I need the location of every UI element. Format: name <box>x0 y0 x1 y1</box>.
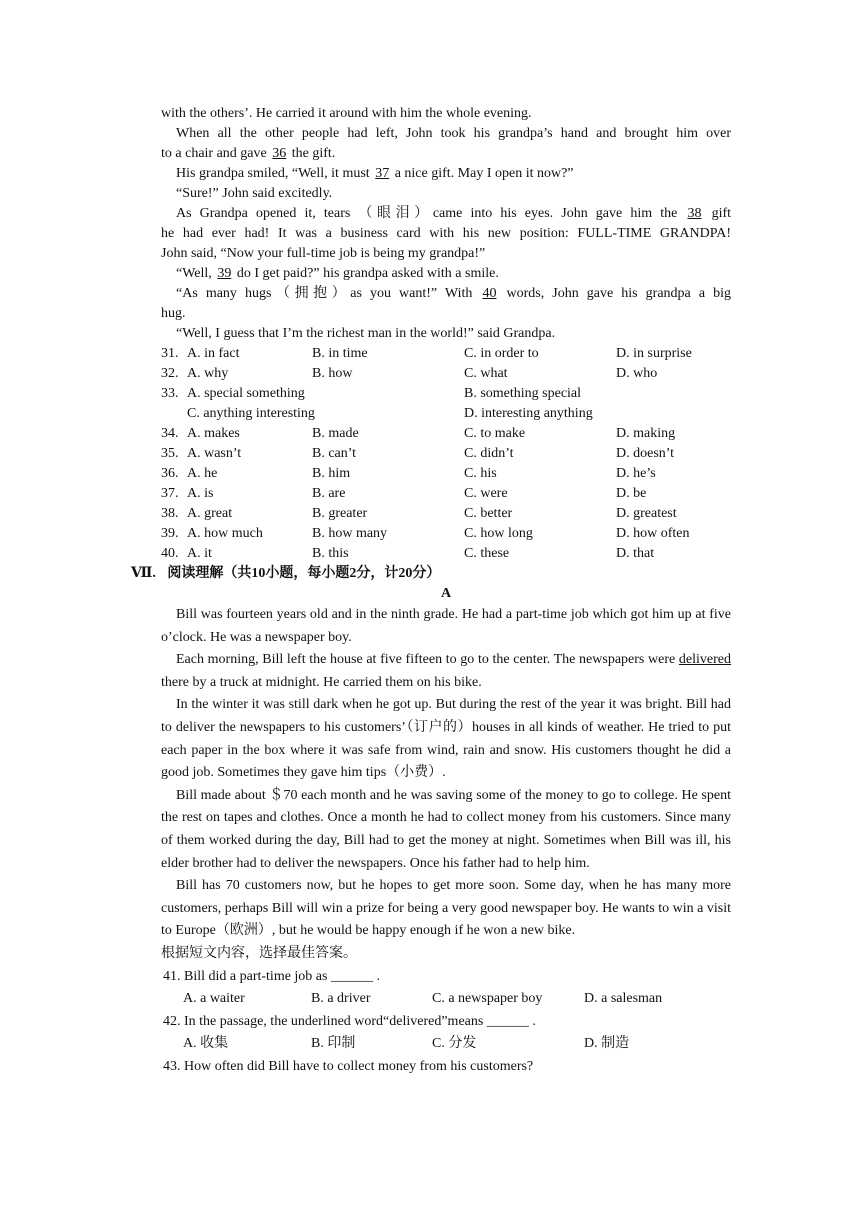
cloze-line <box>161 304 731 324</box>
cloze-text: the gift. <box>291 146 336 161</box>
paragraph <box>161 649 731 694</box>
blank-39: 39 <box>217 266 232 281</box>
option-a: A. he <box>187 466 218 481</box>
option-b: B. something special <box>464 386 582 401</box>
cloze-line <box>161 224 731 244</box>
option-row-39 <box>161 524 731 544</box>
option-number: 32. <box>161 366 179 381</box>
cloze-text: with the others’. He carried it around with him the whole evening. <box>161 106 532 121</box>
option-d: D. greatest <box>616 506 677 521</box>
question-42-stem: 42. In the passage, the underlined word“delivered”means ______ . <box>163 1013 536 1029</box>
cloze-text: words, John gave his grandpa a big <box>506 286 731 301</box>
blank-37: 37 <box>375 166 390 181</box>
cloze-text: His grandpa smiled, “Well, it must <box>176 166 370 181</box>
option-row-34 <box>161 424 731 444</box>
question-43-stem: 43. How often did Bill have to collect money from his customers? <box>163 1058 534 1074</box>
section-number: Ⅶ. <box>131 566 156 581</box>
cloze-text: John said, “Now your full-time job is being my grandpa!” <box>161 246 486 261</box>
option-number: 36. <box>161 466 179 481</box>
reading-passage <box>161 604 731 943</box>
cloze-line <box>161 324 731 344</box>
paragraph: In the winter it was still dark when he got up. But during the rest of the year it was bright. Bill had to deliver the newspapers to his customers’（订户的）houses in all kinds of weather. He tried to put each paper in the box where it was safe from wind, rain and snow. His customers thought he did a good job. Sometimes they gave him tips（小费）. <box>161 697 731 781</box>
option-number: 38. <box>161 506 179 521</box>
blank-38: 38 <box>687 206 702 221</box>
option-b: B. in time <box>312 346 368 361</box>
blank-40: 40 <box>482 286 497 301</box>
option-row-31 <box>161 344 731 364</box>
option-number: 31. <box>161 346 179 361</box>
question-42-options <box>161 1033 731 1056</box>
option-c: C. his <box>464 466 497 481</box>
question-41-stem: 41. Bill did a part-time job as ______ . <box>163 968 380 984</box>
option-row-33b <box>161 404 731 424</box>
option-b: B. can’t <box>312 446 357 461</box>
instructions: 根据短文内容，选择最佳答案。 <box>161 945 357 961</box>
option-b: B. him <box>312 466 351 481</box>
cloze-line <box>161 104 731 124</box>
option-a: A. 收集 <box>183 1036 229 1052</box>
option-a: A. wasn’t <box>187 446 242 461</box>
option-d: D. be <box>616 486 647 501</box>
cloze-line <box>161 164 731 184</box>
option-b: B. a driver <box>311 991 371 1007</box>
underlined-word: delivered <box>678 652 732 668</box>
paragraph: Bill has 70 customers now, but he hopes to get more soon. Some day, when he has many more customers, perhaps Bill will win a prize for being a very good newspaper boy. He wants to win a visit to Europe（欧洲）, but he would be happy enough if he won a new bike. <box>161 878 731 939</box>
option-a: A. in fact <box>187 346 240 361</box>
question-41-options <box>161 988 731 1011</box>
option-d: D. that <box>616 546 655 561</box>
option-row-40 <box>161 544 731 564</box>
option-c: C. better <box>464 506 513 521</box>
option-d: D. a salesman <box>584 991 663 1007</box>
cloze-text: “Well, <box>176 266 212 281</box>
option-d: D. in surprise <box>616 346 692 361</box>
option-c: C. to make <box>464 426 526 441</box>
paragraph: Bill made about ＄70 each month and he was saving some of the money to go to college. He spent the rest on tapes and clothes. Once a month he had to collect money from his customers. Since many of them worked during the day, Bill had to get the money at night. Sometimes when Bill was ill, his elder brother had to deliver the newspapers. Once his father had to help him. <box>161 787 731 871</box>
cloze-line <box>161 284 731 304</box>
option-b: B. are <box>312 486 346 501</box>
cloze-line <box>161 144 731 164</box>
option-row-33a <box>161 384 731 404</box>
cloze-line <box>161 264 731 284</box>
cloze-text: “As many hugs（拥抱）as you want!” With <box>176 286 473 301</box>
option-c: C. in order to <box>464 346 539 361</box>
cloze-text: As Grandpa opened it, tears （眼泪）came into his eyes. John gave him the <box>176 206 678 221</box>
option-number: 34. <box>161 426 179 441</box>
paragraph: Bill was fourteen years old and in the ninth grade. He had a part-time job which got him up at five o’clock. He was a newspaper boy. <box>161 607 731 645</box>
option-number: 35. <box>161 446 179 461</box>
option-a: A. how much <box>187 526 263 541</box>
option-a: A. special something <box>187 386 305 401</box>
option-c: C. what <box>464 366 508 381</box>
option-row-38 <box>161 504 731 524</box>
cloze-text: gift <box>711 206 732 221</box>
option-a: A. why <box>187 366 229 381</box>
option-d: D. interesting anything <box>464 406 593 421</box>
cloze-text: hug. <box>161 306 186 321</box>
option-c: C. these <box>464 546 510 561</box>
option-number: 40. <box>161 546 179 561</box>
option-b: B. made <box>312 426 359 441</box>
option-row-35 <box>161 444 731 464</box>
passage-label: A <box>440 586 452 601</box>
option-c: C. didn’t <box>464 446 514 461</box>
option-c: C. 分发 <box>432 1036 477 1052</box>
option-b: B. how <box>312 366 353 381</box>
option-number: 37. <box>161 486 179 501</box>
option-d: D. doesn’t <box>616 446 675 461</box>
cloze-text: to a chair and gave <box>161 146 267 161</box>
option-c: C. a newspaper boy <box>432 991 543 1007</box>
exam-page <box>131 104 732 1078</box>
option-c: C. anything interesting <box>187 406 315 421</box>
option-d: D. who <box>616 366 658 381</box>
option-row-36 <box>161 464 731 484</box>
option-a: A. a waiter <box>183 991 245 1007</box>
cloze-line <box>161 204 731 224</box>
option-d: D. making <box>616 426 676 441</box>
option-d: D. 制造 <box>584 1036 630 1052</box>
blank-36: 36 <box>272 146 287 161</box>
cloze-line <box>161 184 731 204</box>
option-a: A. is <box>187 486 214 501</box>
option-a: A. great <box>187 506 233 521</box>
option-number: 33. <box>161 386 179 401</box>
option-c: C. how long <box>464 526 533 541</box>
option-c: C. were <box>464 486 508 501</box>
option-b: B. this <box>312 546 349 561</box>
cloze-line <box>161 244 731 264</box>
option-a: A. makes <box>187 426 240 441</box>
section-heading <box>131 564 701 584</box>
cloze-line <box>161 124 731 144</box>
option-row-32 <box>161 364 731 384</box>
section-title: 阅读理解（共10小题，每小题2分，计20分） <box>167 566 441 581</box>
cloze-text: “Well, I guess that I’m the richest man in the world!” said Grandpa. <box>176 326 556 341</box>
cloze-text: a nice gift. May I open it now?” <box>394 166 574 181</box>
option-a: A. it <box>187 546 212 561</box>
option-number: 39. <box>161 526 179 541</box>
option-b: B. how many <box>312 526 388 541</box>
cloze-text: When all the other people had left, John took his grandpa’s hand and brought him over <box>176 126 731 141</box>
cloze-text: “Sure!” John said excitedly. <box>176 186 333 201</box>
paragraph-text: there by a truck at midnight. He carried them on his bike. <box>161 674 482 690</box>
option-b: B. 印制 <box>311 1036 356 1052</box>
option-row-37 <box>161 484 731 504</box>
paragraph-text: Each morning, Bill left the house at five fifteen to go to the center. The newspapers were <box>176 652 676 668</box>
cloze-text: do I get paid?” his grandpa asked with a smile. <box>236 266 499 281</box>
option-d: D. how often <box>616 526 690 541</box>
option-d: D. he’s <box>616 466 656 481</box>
cloze-text: he had ever had! It was a business card with his new position: FULL-TIME GRANDPA! <box>161 226 731 241</box>
option-b: B. greater <box>312 506 368 521</box>
